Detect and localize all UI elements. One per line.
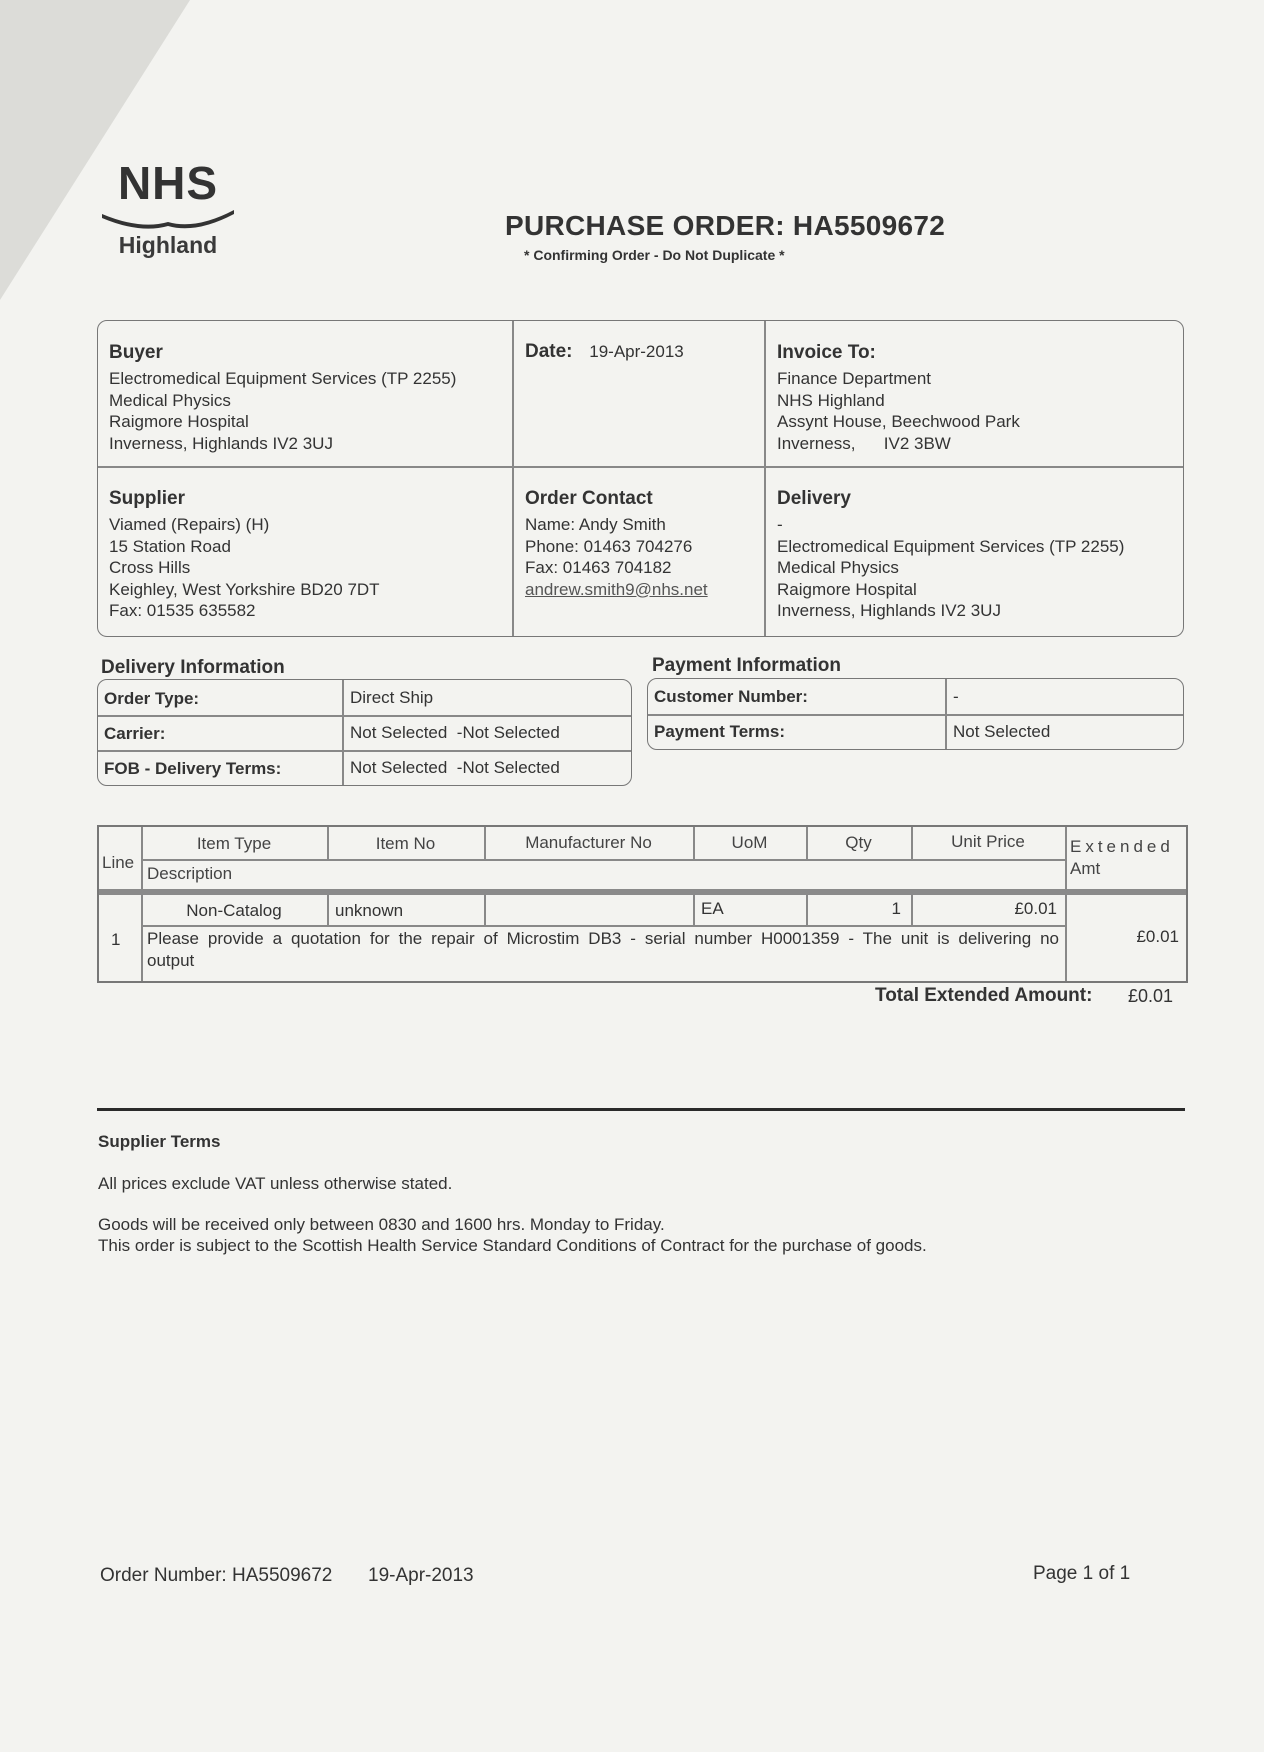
- invoice-to-line: NHS Highland: [777, 390, 885, 410]
- box-divider: [648, 714, 1183, 716]
- payment-info-value: Not Selected: [953, 722, 1051, 741]
- purchase-order-title: PURCHASE ORDER: HA5509672: [505, 210, 946, 241]
- col-header-unit-price: Unit Price: [951, 832, 1025, 851]
- footer-page-number: Page 1 of 1: [1033, 1563, 1131, 1584]
- table-divider: [484, 895, 486, 925]
- row-extended-amt: £0.01: [1136, 927, 1179, 946]
- table-header-separator: [99, 889, 1186, 895]
- logo-region-text: Highland: [118, 232, 218, 258]
- row-unit-price: £0.01: [1014, 899, 1057, 918]
- supplier-line: Viamed (Repairs) (H): [109, 515, 270, 534]
- order-contact-heading: Order Contact: [525, 488, 653, 509]
- order-contact-fax: Fax: 01463 704182: [525, 558, 672, 577]
- logo-org-text: NHS: [117, 157, 219, 209]
- delivery-info-label: Carrier:: [104, 724, 166, 743]
- order-contact-email-link[interactable]: andrew.smith9@nhs.net: [525, 579, 708, 599]
- buyer-line: Raigmore Hospital: [109, 412, 249, 431]
- delivery-info-box: [97, 679, 632, 786]
- buyer-heading: Buyer: [109, 342, 163, 363]
- footer-order-number: Order Number: HA5509672: [100, 1565, 333, 1586]
- col-header-item-no: Item No: [375, 834, 436, 853]
- delivery-info-value: Direct Ship: [350, 688, 434, 707]
- table-divider: [693, 895, 695, 925]
- line-items-table: [97, 825, 1188, 983]
- payment-info-label: Customer Number:: [654, 687, 808, 706]
- buyer-line: Electromedical Equipment Services (TP 2255): [109, 369, 457, 388]
- delivery-info-value: Not Selected -Not Selected: [350, 723, 560, 742]
- delivery-info-value: Not Selected -Not Selected: [350, 758, 560, 777]
- supplier-section: [109, 487, 380, 622]
- delivery-info-label: Order Type:: [104, 689, 200, 708]
- supplier-heading: Supplier: [109, 488, 186, 509]
- row-description: Please provide a quotation for the repair of Microstim DB3 - serial number H0001359 - The unit is delivering no: [147, 929, 1059, 948]
- supplier-terms-vat: All prices exclude VAT unless otherwise stated.: [98, 1174, 453, 1193]
- delivery-section: [777, 487, 1124, 622]
- delivery-line: Inverness, Highlands IV2 3UJ: [777, 601, 1001, 620]
- delivery-line: Raigmore Hospital: [777, 579, 917, 599]
- payment-info-title: Payment Information: [652, 655, 841, 676]
- supplier-line: Fax: 01535 635582: [109, 601, 256, 620]
- table-divider: [141, 925, 1065, 927]
- box-divider: [342, 680, 344, 785]
- buyer-line: Medical Physics: [109, 390, 231, 410]
- section-rule: [97, 1108, 1185, 1111]
- invoice-to-line: Inverness, IV2 3BW: [777, 433, 951, 453]
- order-contact-phone: Phone: 01463 704276: [525, 536, 693, 556]
- order-contact-name: Name: Andy Smith: [525, 515, 666, 534]
- payment-info-label: Payment Terms:: [654, 722, 786, 741]
- supplier-line: Keighley, West Yorkshire BD20 7DT: [109, 579, 380, 599]
- box-divider: [98, 715, 631, 717]
- invoice-to-line: Finance Department: [777, 369, 932, 388]
- order-header-grid: [97, 320, 1184, 637]
- buyer-line: Inverness, Highlands IV2 3UJ: [109, 433, 333, 453]
- row-item-no: unknown: [335, 901, 404, 920]
- purchase-order-subtitle: * Confirming Order - Do Not Duplicate *: [524, 247, 785, 263]
- footer-date: 19-Apr-2013: [368, 1565, 474, 1586]
- col-header-qty: Qty: [845, 833, 872, 852]
- supplier-terms-hours: Goods will be received only between 0830 and 1600 hrs. Monday to Friday.: [98, 1215, 665, 1234]
- buyer-section: [109, 341, 456, 454]
- total-extended-label: Total Extended Amount:: [875, 985, 1093, 1006]
- delivery-heading: Delivery: [777, 488, 851, 509]
- col-header-item-type: Item Type: [196, 834, 272, 853]
- payment-info-box: [647, 678, 1184, 750]
- supplier-line: Cross Hills: [109, 558, 191, 577]
- date-label: Date:: [525, 341, 573, 362]
- delivery-line: Electromedical Equipment Services (TP 2255): [777, 536, 1125, 556]
- table-divider: [141, 859, 1065, 861]
- box-divider: [98, 750, 631, 752]
- delivery-info-label: FOB - Delivery Terms:: [104, 759, 282, 778]
- row-item-type: Non-Catalog: [186, 901, 282, 920]
- table-divider: [1065, 827, 1067, 981]
- grid-divider: [98, 466, 1183, 468]
- col-header-amt: Amt: [1070, 859, 1101, 878]
- date-section: [525, 341, 684, 363]
- row-line-number: 1: [111, 930, 121, 949]
- order-contact-section: [525, 487, 708, 600]
- payment-info-value: -: [953, 687, 959, 706]
- supplier-terms-heading: Supplier Terms: [98, 1132, 221, 1151]
- date-value: 19-Apr-2013: [589, 342, 684, 361]
- delivery-info-title: Delivery Information: [101, 657, 285, 678]
- supplier-line: 15 Station Road: [109, 536, 231, 556]
- row-uom: EA: [701, 899, 724, 918]
- supplier-terms-contract: This order is subject to the Scottish Health Service Standard Conditions of Contract for the purchase of goods.: [98, 1236, 927, 1255]
- col-header-extended: Extended: [1070, 837, 1174, 856]
- grid-divider: [764, 321, 766, 636]
- logo-swoosh-icon: [100, 208, 236, 230]
- nhs-highland-logo: [98, 157, 238, 258]
- row-description-continued: output: [147, 951, 195, 970]
- table-divider: [327, 895, 329, 925]
- col-header-manufacturer-no: Manufacturer No: [525, 833, 652, 852]
- total-extended-value: £0.01: [1128, 986, 1174, 1006]
- col-header-description: Description: [147, 864, 233, 883]
- col-header-uom: UoM: [731, 833, 768, 852]
- grid-divider: [512, 321, 514, 636]
- invoice-to-heading: Invoice To:: [777, 342, 876, 363]
- row-qty: 1: [891, 899, 901, 918]
- invoice-to-section: [777, 341, 1020, 454]
- delivery-line: Medical Physics: [777, 558, 899, 577]
- col-header-line: Line: [102, 853, 135, 872]
- delivery-line: -: [777, 515, 783, 534]
- invoice-to-line: Assynt House, Beechwood Park: [777, 412, 1020, 431]
